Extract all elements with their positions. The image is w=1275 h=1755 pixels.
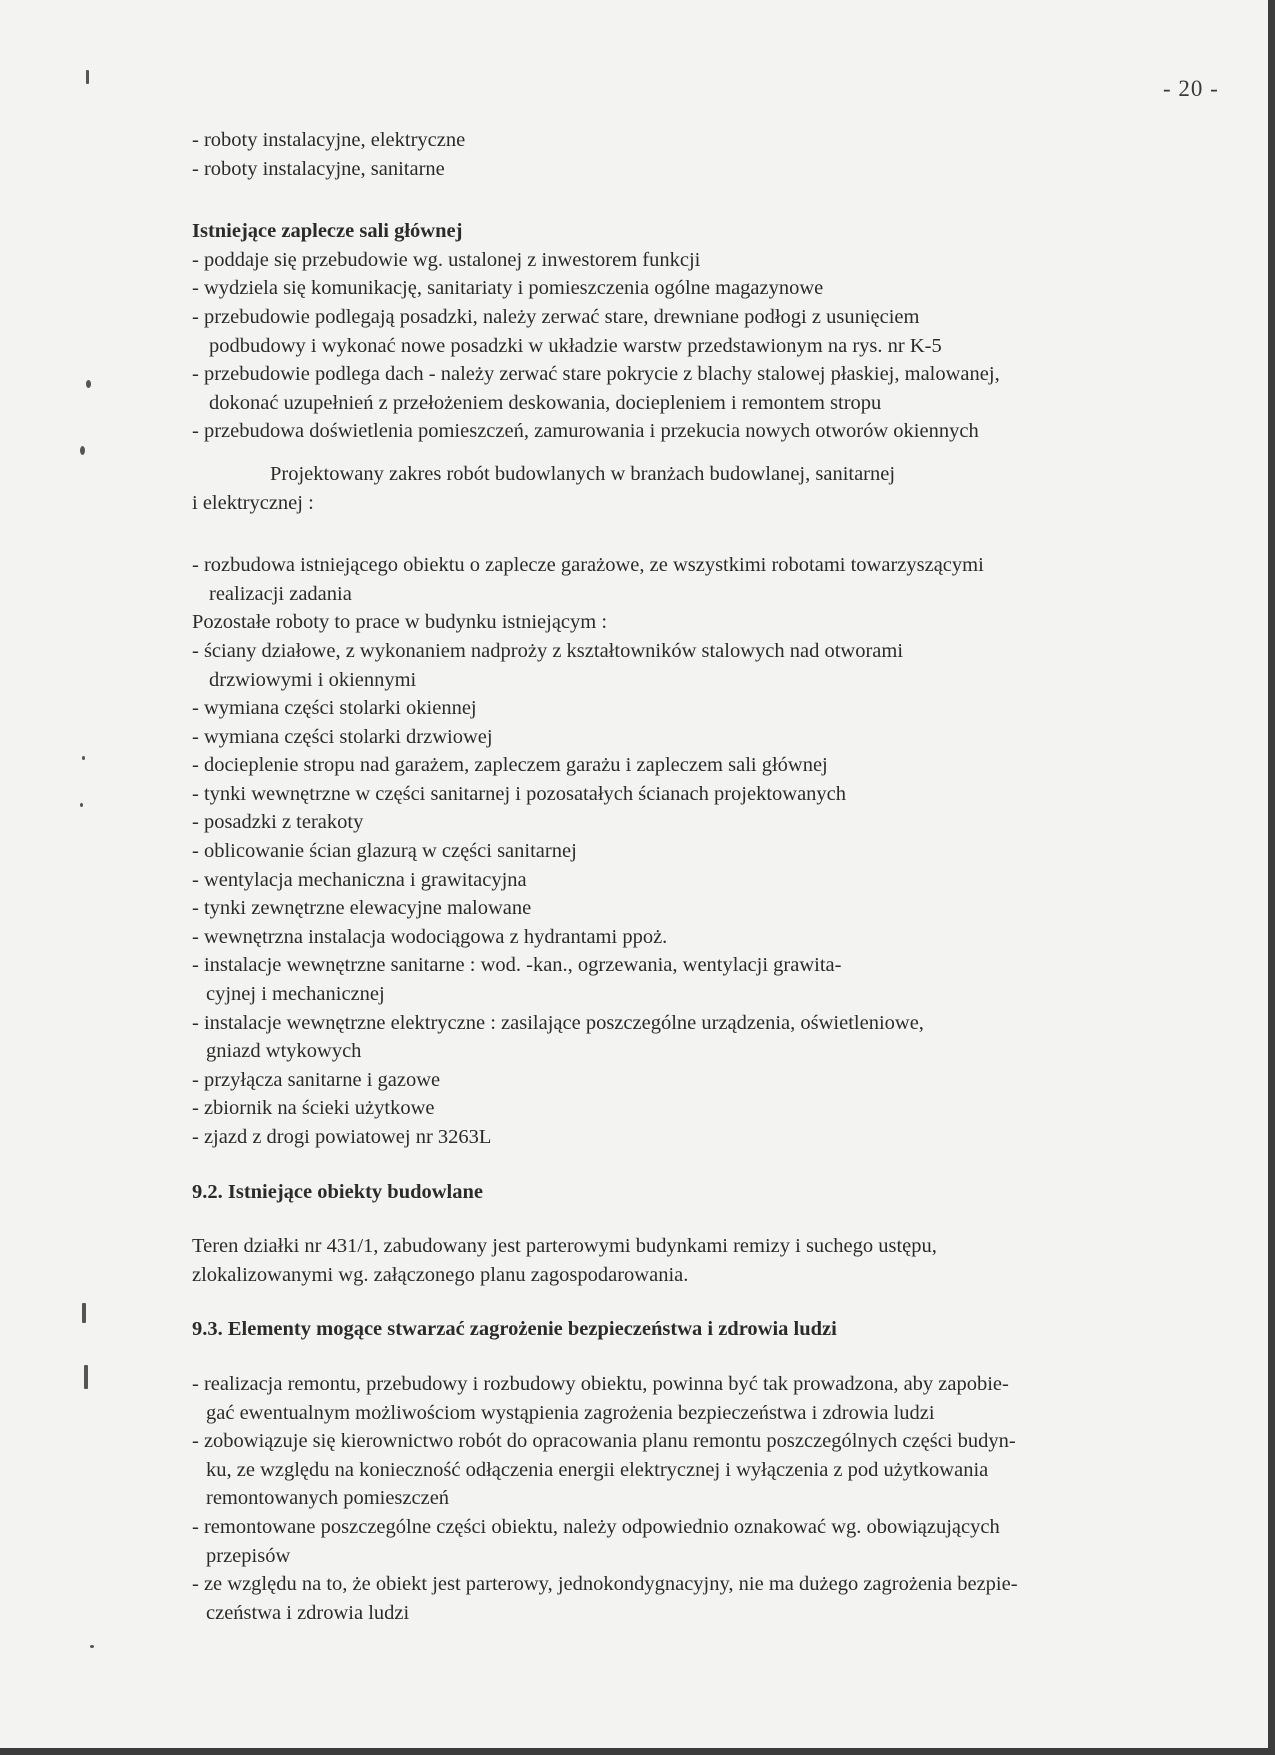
list-item-continuation: czeństwa i zdrowia ludzi (206, 1601, 410, 1624)
list-item: - docieplenie stropu nad garażem, zapleczem garażu i zapleczem sali głównej (192, 754, 828, 777)
page-number: - 20 - (1163, 76, 1219, 101)
list-item: - zbiornik na ścieki użytkowe (192, 1097, 435, 1120)
paragraph-continuation: i elektrycznej : (192, 491, 314, 514)
scan-speck (86, 70, 89, 84)
list-item: - instalacje wewnętrzne elektryczne : zasilające poszczególne urządzenia, oświetleniowe, (192, 1011, 924, 1034)
paragraph-continuation: zlokalizowanymi wg. załączonego planu zagospodarowania. (192, 1263, 689, 1286)
list-item: - wentylacja mechaniczna i grawitacyjna (192, 868, 527, 891)
list-item: - tynki wewnętrzne w części sanitarnej i pozosatałych ścianach projektowanych (192, 782, 847, 805)
list-item: - przebudowa doświetlenia pomieszczeń, zamurowania i przekucia nowych otworów okiennych (192, 420, 979, 443)
list-item: - wydziela się komunikację, sanitariaty i pomieszczenia ogólne magazynowe (192, 277, 824, 300)
section-heading: 9.2. Istniejące obiekty budowlane (192, 1180, 484, 1203)
list-item: - zobowiązuje się kierownictwo robót do opracowania planu remontu poszczególnych części budyn- (192, 1430, 1016, 1453)
paragraph: Pozostałe roboty to prace w budynku istniejącym : (192, 611, 608, 634)
list-item-continuation: przepisów (206, 1544, 291, 1567)
scan-edge-right (1268, 0, 1275, 1755)
section-heading: 9.3. Elementy mogące stwarzać zagrożenie bezpieczeństwa i zdrowia ludzi (192, 1318, 837, 1341)
list-item: - zjazd z drogi powiatowej nr 3263L (192, 1126, 492, 1148)
list-item: - wymiana części stolarki drzwiowej (192, 725, 493, 748)
paragraph: Teren działki nr 431/1, zabudowany jest parterowymi budynkami remizy i suchego ustępu, (192, 1235, 937, 1258)
scan-speck (82, 756, 85, 760)
list-item: - wewnętrzna instalacja wodociągowa z hydrantami ppoż. (192, 925, 668, 948)
list-item-continuation: remontowanych pomieszczeń (206, 1487, 450, 1510)
list-item-continuation: gać ewentualnym możliwościom wystąpienia zagrożenia bezpieczeństwa i zdrowia ludzi (206, 1401, 935, 1424)
scan-speck (86, 380, 91, 388)
paragraph: Projektowany zakres robót budowlanych w branżach budowlanej, sanitarnej (270, 462, 896, 485)
list-item: - roboty instalacyjne, elektryczne (192, 129, 466, 151)
list-item: - posadzki z terakoty (192, 811, 364, 834)
list-item: - tynki zewnętrzne elewacyjne malowane (192, 897, 532, 920)
scan-edge-bottom (0, 1748, 1275, 1755)
list-item-continuation: drzwiowymi i okiennymi (209, 668, 417, 691)
list-item: - oblicowanie ścian glazurą w części sanitarnej (192, 840, 577, 863)
list-item: - poddaje się przebudowie wg. ustalonej z inwestorem funkcji (192, 248, 701, 271)
list-item: - realizacja remontu, przebudowy i rozbudowy obiektu, powinna być tak prowadzona, aby zapobie- (192, 1372, 1009, 1395)
list-item: - wymiana części stolarki okiennej (192, 697, 477, 720)
list-item: - instalacje wewnętrzne sanitarne : wod. -kan., ogrzewania, wentylacji grawita- (192, 954, 842, 977)
scan-speck (84, 1365, 88, 1389)
scan-speck (90, 1645, 94, 1648)
list-item: - remontowane poszczególne części obiektu, należy odpowiednio oznakować wg. obowiązujących (192, 1515, 1000, 1538)
scan-speck (82, 1303, 86, 1323)
section-heading: Istniejące zaplecze sali głównej (192, 220, 463, 243)
list-item: - rozbudowa istniejącego obiektu o zaplecze garażowe, ze wszystkimi robotami towarzyszącymi (192, 554, 984, 577)
list-item: - przebudowie podlega dach - należy zerwać stare pokrycie z blachy stalowej płaskiej, malowanej, (192, 363, 1000, 386)
list-item: - przyłącza sanitarne i gazowe (192, 1068, 441, 1091)
list-item: - przebudowie podlegają posadzki, należy zerwać stare, drewniane podłogi z usunięciem (192, 305, 920, 328)
list-item: - roboty instalacyjne, sanitarne (192, 157, 445, 180)
list-item-continuation: gniazd wtykowych (206, 1040, 362, 1063)
list-item-continuation: cyjnej i mechanicznej (206, 983, 385, 1006)
list-item: - ściany działowe, z wykonaniem nadproży z kształtowników stalowych nad otworami (192, 639, 904, 662)
list-item-continuation: dokonać uzupełnień z przełożeniem deskowania, dociepleniem i remontem stropu (209, 391, 882, 414)
list-item-continuation: podbudowy i wykonać nowe posadzki w układzie warstw przedstawionym na rys. nr K-5 (209, 334, 942, 357)
document-body (192, 126, 1202, 1627)
list-item-continuation: realizacji zadania (209, 582, 352, 605)
list-item: - ze względu na to, że obiekt jest parterowy, jednokondygnacyjny, nie ma dużego zagrożenia bezpie- (192, 1573, 1018, 1596)
scan-speck (80, 803, 83, 807)
list-item-continuation: ku, ze względu na konieczność odłączenia energii elektrycznej i wyłączenia z pod użytkowania (206, 1458, 989, 1481)
scan-speck (80, 446, 85, 455)
